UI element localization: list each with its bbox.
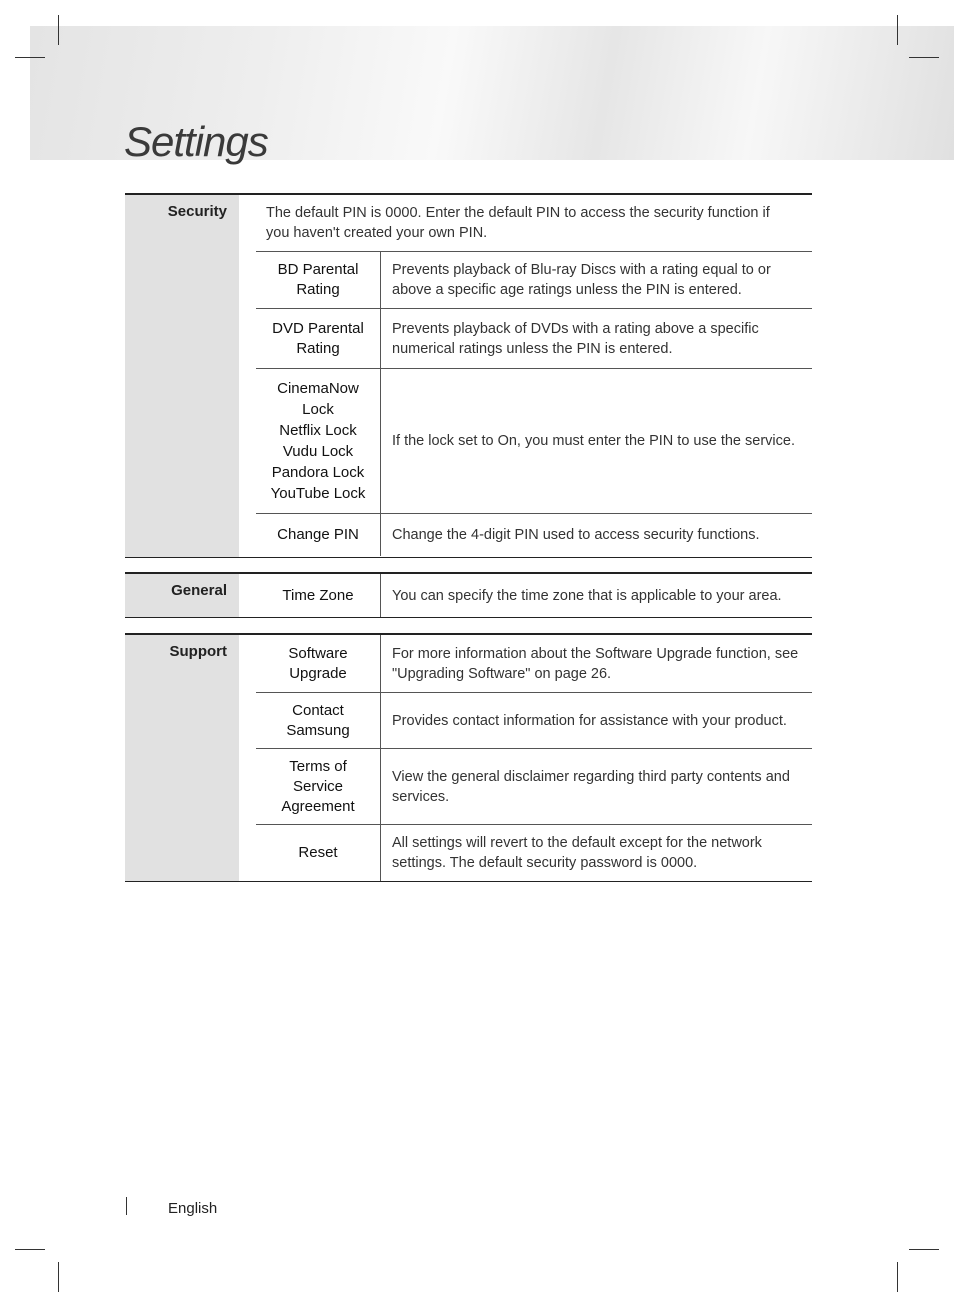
row-name: [256, 749, 380, 824]
row-name: [256, 635, 380, 692]
row-name-line: Rating: [296, 281, 340, 298]
row-description: Provides contact information for assistance with your product.: [380, 693, 812, 748]
settings-row-terms-of-service[interactable]: [256, 748, 812, 824]
section-label-column: [125, 574, 239, 617]
row-description: If the lock set to On, you must enter the PIN to use the service.: [380, 369, 812, 513]
row-description: You can specify the time zone that is applicable to your area.: [380, 574, 812, 617]
crop-mark: [58, 1262, 59, 1292]
row-name: [256, 693, 380, 748]
row-name-line: Agreement: [281, 797, 355, 815]
row-name-line: Change PIN: [277, 526, 359, 543]
row-name-line: Time Zone: [282, 586, 354, 604]
settings-row-time-zone[interactable]: [256, 574, 812, 617]
section-label-column: [125, 635, 239, 881]
settings-row-change-pin[interactable]: [256, 513, 812, 556]
row-name: [256, 369, 380, 513]
section-intro: The default PIN is 0000. Enter the default PIN to access the security function if you haven't created your own PIN.: [266, 205, 770, 241]
section-label-column: [125, 195, 239, 557]
row-name-line: Software: [288, 644, 348, 662]
row-name-line: YouTube Lock: [270, 485, 366, 502]
row-description: View the general disclaimer regarding third party contents and services.: [380, 749, 812, 824]
crop-mark: [909, 57, 939, 58]
crop-mark: [897, 15, 898, 45]
row-name-line: Upgrade: [289, 664, 347, 682]
crop-mark: [909, 1249, 939, 1250]
section-label: General: [171, 582, 227, 599]
settings-section-security: [125, 193, 812, 558]
row-description: For more information about the Software Upgrade function, see "Upgrading Software" on page 26.: [380, 635, 812, 692]
row-description: Prevents playback of DVDs with a rating above a specific numerical ratings unless the PIN is entered.: [380, 309, 812, 368]
row-name-line: Terms of: [289, 757, 347, 775]
settings-row-reset[interactable]: [256, 824, 812, 881]
page-title: Settings: [124, 118, 268, 165]
row-name: [256, 252, 380, 308]
row-name-line: Contact: [292, 701, 344, 719]
footer-language: English: [168, 1200, 218, 1217]
settings-section-general: [125, 572, 812, 618]
section-label: Security: [167, 203, 227, 220]
row-name-line: Service: [292, 777, 344, 795]
row-name-line: Pandora Lock: [271, 464, 365, 481]
crop-mark: [15, 1249, 45, 1250]
row-name-line: DVD Parental: [272, 319, 364, 337]
crop-mark: [15, 57, 45, 58]
row-name-line: Reset: [298, 844, 338, 861]
settings-row-service-locks[interactable]: [256, 368, 812, 513]
settings-row-dvd-parental-rating[interactable]: [256, 308, 812, 368]
row-name-line: CinemaNow: [277, 380, 359, 397]
row-name-line: Rating: [296, 339, 340, 357]
row-name-line: Netflix Lock: [279, 422, 357, 439]
row-name: [256, 574, 380, 617]
row-description: All settings will revert to the default except for the network settings. The default security password is 0000.: [380, 825, 812, 881]
row-name-line: Vudu Lock: [282, 443, 354, 460]
row-name-line: Lock: [302, 401, 334, 418]
row-name: [256, 514, 380, 556]
crop-mark: [58, 15, 59, 45]
row-name: [256, 309, 380, 368]
row-description: Change the 4-digit PIN used to access security functions.: [380, 514, 812, 556]
footer-divider: [126, 1197, 127, 1215]
row-name-line: Samsung: [286, 721, 350, 739]
row-description: Prevents playback of Blu-ray Discs with a rating equal to or above a specific age ratings unless the PIN is entered.: [380, 252, 812, 308]
settings-section-support: [125, 633, 812, 882]
settings-row-software-upgrade[interactable]: [256, 635, 812, 692]
settings-row-bd-parental-rating[interactable]: [256, 251, 812, 308]
section-label: Support: [169, 643, 227, 660]
row-name: [256, 825, 380, 881]
settings-row-contact-samsung[interactable]: [256, 692, 812, 748]
crop-mark: [897, 1262, 898, 1292]
row-name-line: BD Parental: [277, 261, 359, 278]
